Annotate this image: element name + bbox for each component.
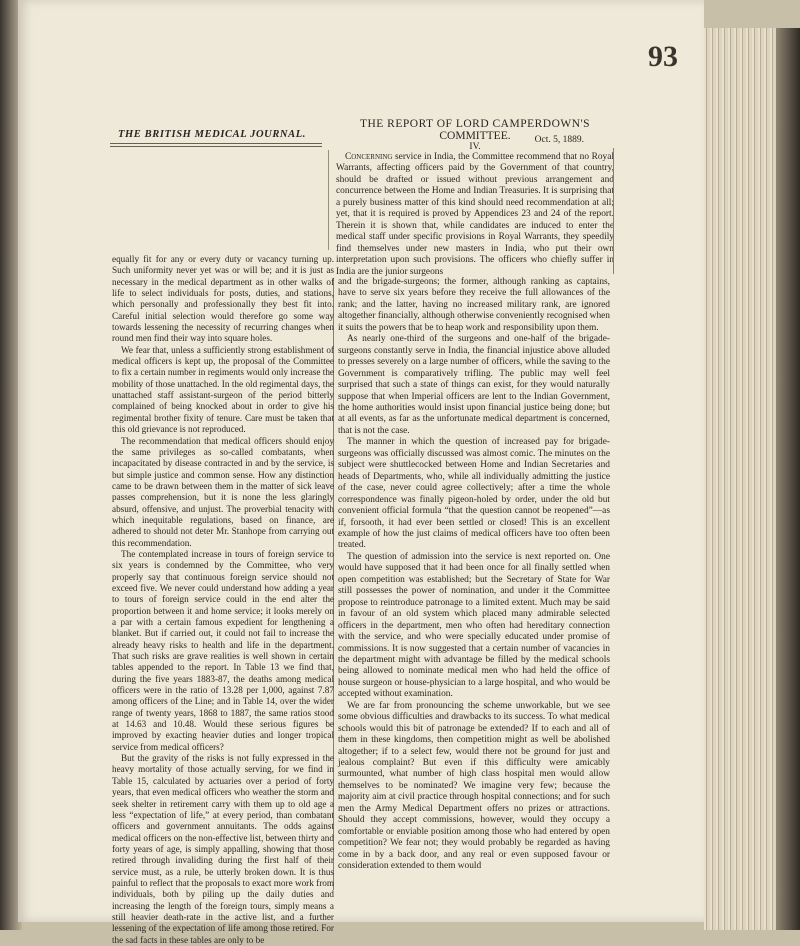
article-date: Oct. 5, 1889. — [534, 135, 584, 145]
right-paragraph: The manner in which the question of increased pay for brigade-surgeons was officially discussed was almost comic. The minutes on the subject were shuttlecocked between Home and Indian Secretaries and heads of Departments, who, while all individually admitting the justice of the case, never could agree collectively; after a time the whole correspondence was finally pigeon-holed by order, under the old but convenient official formula “that the question cannot be reopened”—as if, forsooth, it had ever been settled or closed! This is an excellent example of how the just claims of medical officers have too often been treated. — [338, 437, 610, 551]
article-subtitle — [336, 130, 614, 145]
article-title: THE REPORT OF LORD CAMPERDOWN'S — [359, 118, 591, 130]
left-column — [112, 254, 334, 946]
header-rule-double — [110, 146, 322, 147]
blank-column-area — [110, 150, 329, 250]
right-paragraph: As nearly one-third of the surgeons and one-half of the brigade-surgeons constantly serve in India, the financial injustice above alluded to presses severely on a large number of officers, while the saving to the Government is comparatively trifling. The public may well feel surprised that such a state of things can exist, for they would naturally suppose that when Imperial officers are lent to the Indian Government, the home authorities would insist upon financial justice being done; but at all events, as far as the unfortunate medical department is concerned, that is not the case. — [338, 334, 610, 436]
left-paragraph: The contemplated increase in tours of foreign service to six years is condemned by the Committee, who very properly say that continuous foreign service should not exceed five. We never could understand how adding a year to tours of foreign service could in the end alter the proportion between it and home service; it looks merely on a par with a certain famous expedient for lengthening a blanket. But if carried out, it could not fail to increase the already heavy risks to health and life in the department. That such risks are grave realities is well shown in certain tables appended to the report. In Table 13 we find that, during the five years 1883-87, the deaths among medical officers were in the ratio of 13.28 per 1,000, against 7.87 among officers of the Line; and in Table 14, over the wider range of twenty years, 1868 to 1887, the same ratios stood at 14.63 and 10.48. Would these serious figures be improved by exacting heavier duties and longer tropical service from medical officers? — [112, 548, 334, 752]
right-paragraph: The question of admission into the service is next reported on. One would have supposed that it had been once for all finally settled when open competition was established; but the Secretary of State for War still possesses the power of nomination, and under it the Committee propose to reintroduce patronage to a limited extent. Much may be said in favour of an old system which placed many admirable selected officers in the department, men who often had hereditary connection with the service, and who were specially educated under promise of commissions. It is now suggested that a certain number of vacancies in the department might with advantage be filled by the medical schools being allowed to nominate medical men who had held the office of house surgeon or house-physician to a large hospital, and who would be accepted without examination. — [338, 551, 610, 700]
inset-paragraph-lead: Concerning — [345, 152, 393, 162]
page-edges — [704, 28, 776, 930]
article-subtitle-text: COMMITTEE. — [439, 130, 511, 142]
right-paragraph: and the brigade-surgeons; the former, although ranking as captains, have to serve six years before they receive the full allowances of the rank; and the latter, having no increased military rank, are ignored altogether financially, although otherwise conveniently recognised when it suits the powers that be to heap work and responsibility upon them. — [338, 277, 610, 333]
header-rule — [110, 143, 322, 144]
page-number: 93 — [648, 40, 678, 73]
inset-border — [333, 148, 614, 274]
left-paragraph: equally fit for any or every duty or vacancy turning up. Such uniformity never yet was or will be; and it is just as necessary in the medical department as in other walks of life to select individuals for posts, duties, and stations, which personally and professionally they best fit into. Careful initial selection would therefore go some way towards lessening the necessity of recurring changes when round men find their way into square holes. — [112, 254, 334, 344]
left-paragraph: The recommendation that medical officers should enjoy the same privileges as so-called combatants, when incapacitated by disease contracted in and by the service, is but simple justice and common sense. How any distinction came to be drawn between them in the matter of sick leave passes comprehension, but it is none the less glaringly absurd, offensive, and unjust. The proverbial tenacity with which inequitable regulations, based on finance, are adhered to should not deter Mr. Stanhope from carrying out this recommendation. — [112, 435, 334, 548]
article-section-number: IV. — [469, 142, 481, 152]
left-paragraph: But the gravity of the risks is not fully expressed in the heavy mortality of those actually serving, for we find in Table 15, calculated by actuaries over a period of forty years, that even medical officers who weather the storm and seek shelter in retirement carry with them up to old age a less “expectation of life,” at every period, than combatant officers and government annuitants. The odds against medical officers on the non-effective list, between thirty and forty years of age, is simply appalling, showing that those retired through invaliding during the first half of their service must, as a rule, be utterly broken down. It is thus painful to reflect that the proposals to exact more work from individuals, both by piling up the daily duties and increasing the length of the foreign tours, simply means a still heavier death-rate in the active list, and a further lessening of the expectation of life among those retired. For the sad facts in these tables are only to be — [112, 753, 334, 945]
right-column — [338, 277, 610, 873]
journal-header: THE BRITISH MEDICAL JOURNAL. — [118, 129, 306, 140]
inset-paragraph-body: service in India, the Committee recommend that no Royal Warrants, affecting officers paid by the Government of that country, should be drafted or issued without previous arrangement and concurrence between the Home and Indian Treasuries. It is surprising that a purely business matter of this kind should need recommendation at all; yet, that it is required is proved by Appendices 23 and 24 of the report. Therein it is shown that, while candidates are induced to enter the medical staff under specific provisions in Royal Warrants, they speedily find themselves under new masters in India, who put their own interpretation upon such provisions. The officers who chiefly suffer in India are the junior surgeons — [336, 152, 614, 277]
right-paragraph: We are far from pronouncing the scheme unworkable, but we see some obvious difficulties and drawbacks to its success. To what medical schools would this bit of patronage be extended? If to each and all of them in these kingdoms, then competition might as well be abolished altogether; if to a select few, would there not be ground for just and jealous complaint? But even if this difficulty were amicably surmounted, what number of high class hospital men would allow themselves to be nominated? We imagine very few; because the majority aim at civil practice through hospital connections; and for such men the Army Medical Department offers no prizes or attractions. Should they accept commissions, however, would they occupy a comfortable or enviable position among those who had entered by open competition? We fear not; they would probably be regarded as having come in by a back door, and any real or even supposed favour or consideration extended to them would — [338, 700, 610, 872]
left-paragraph: We fear that, unless a sufficiently strong establishment of medical officers is kept up, the proposal of the Committee to fix a certain number in regiments would only increase the mobility of those unattached. In the old regimental days, the unattached staff assistant-surgeon of the period bitterly complained of being knocked about in order to give his regimental brother fixity of tenure. Care must be taken that this old grievance is not reproduced. — [112, 344, 334, 435]
